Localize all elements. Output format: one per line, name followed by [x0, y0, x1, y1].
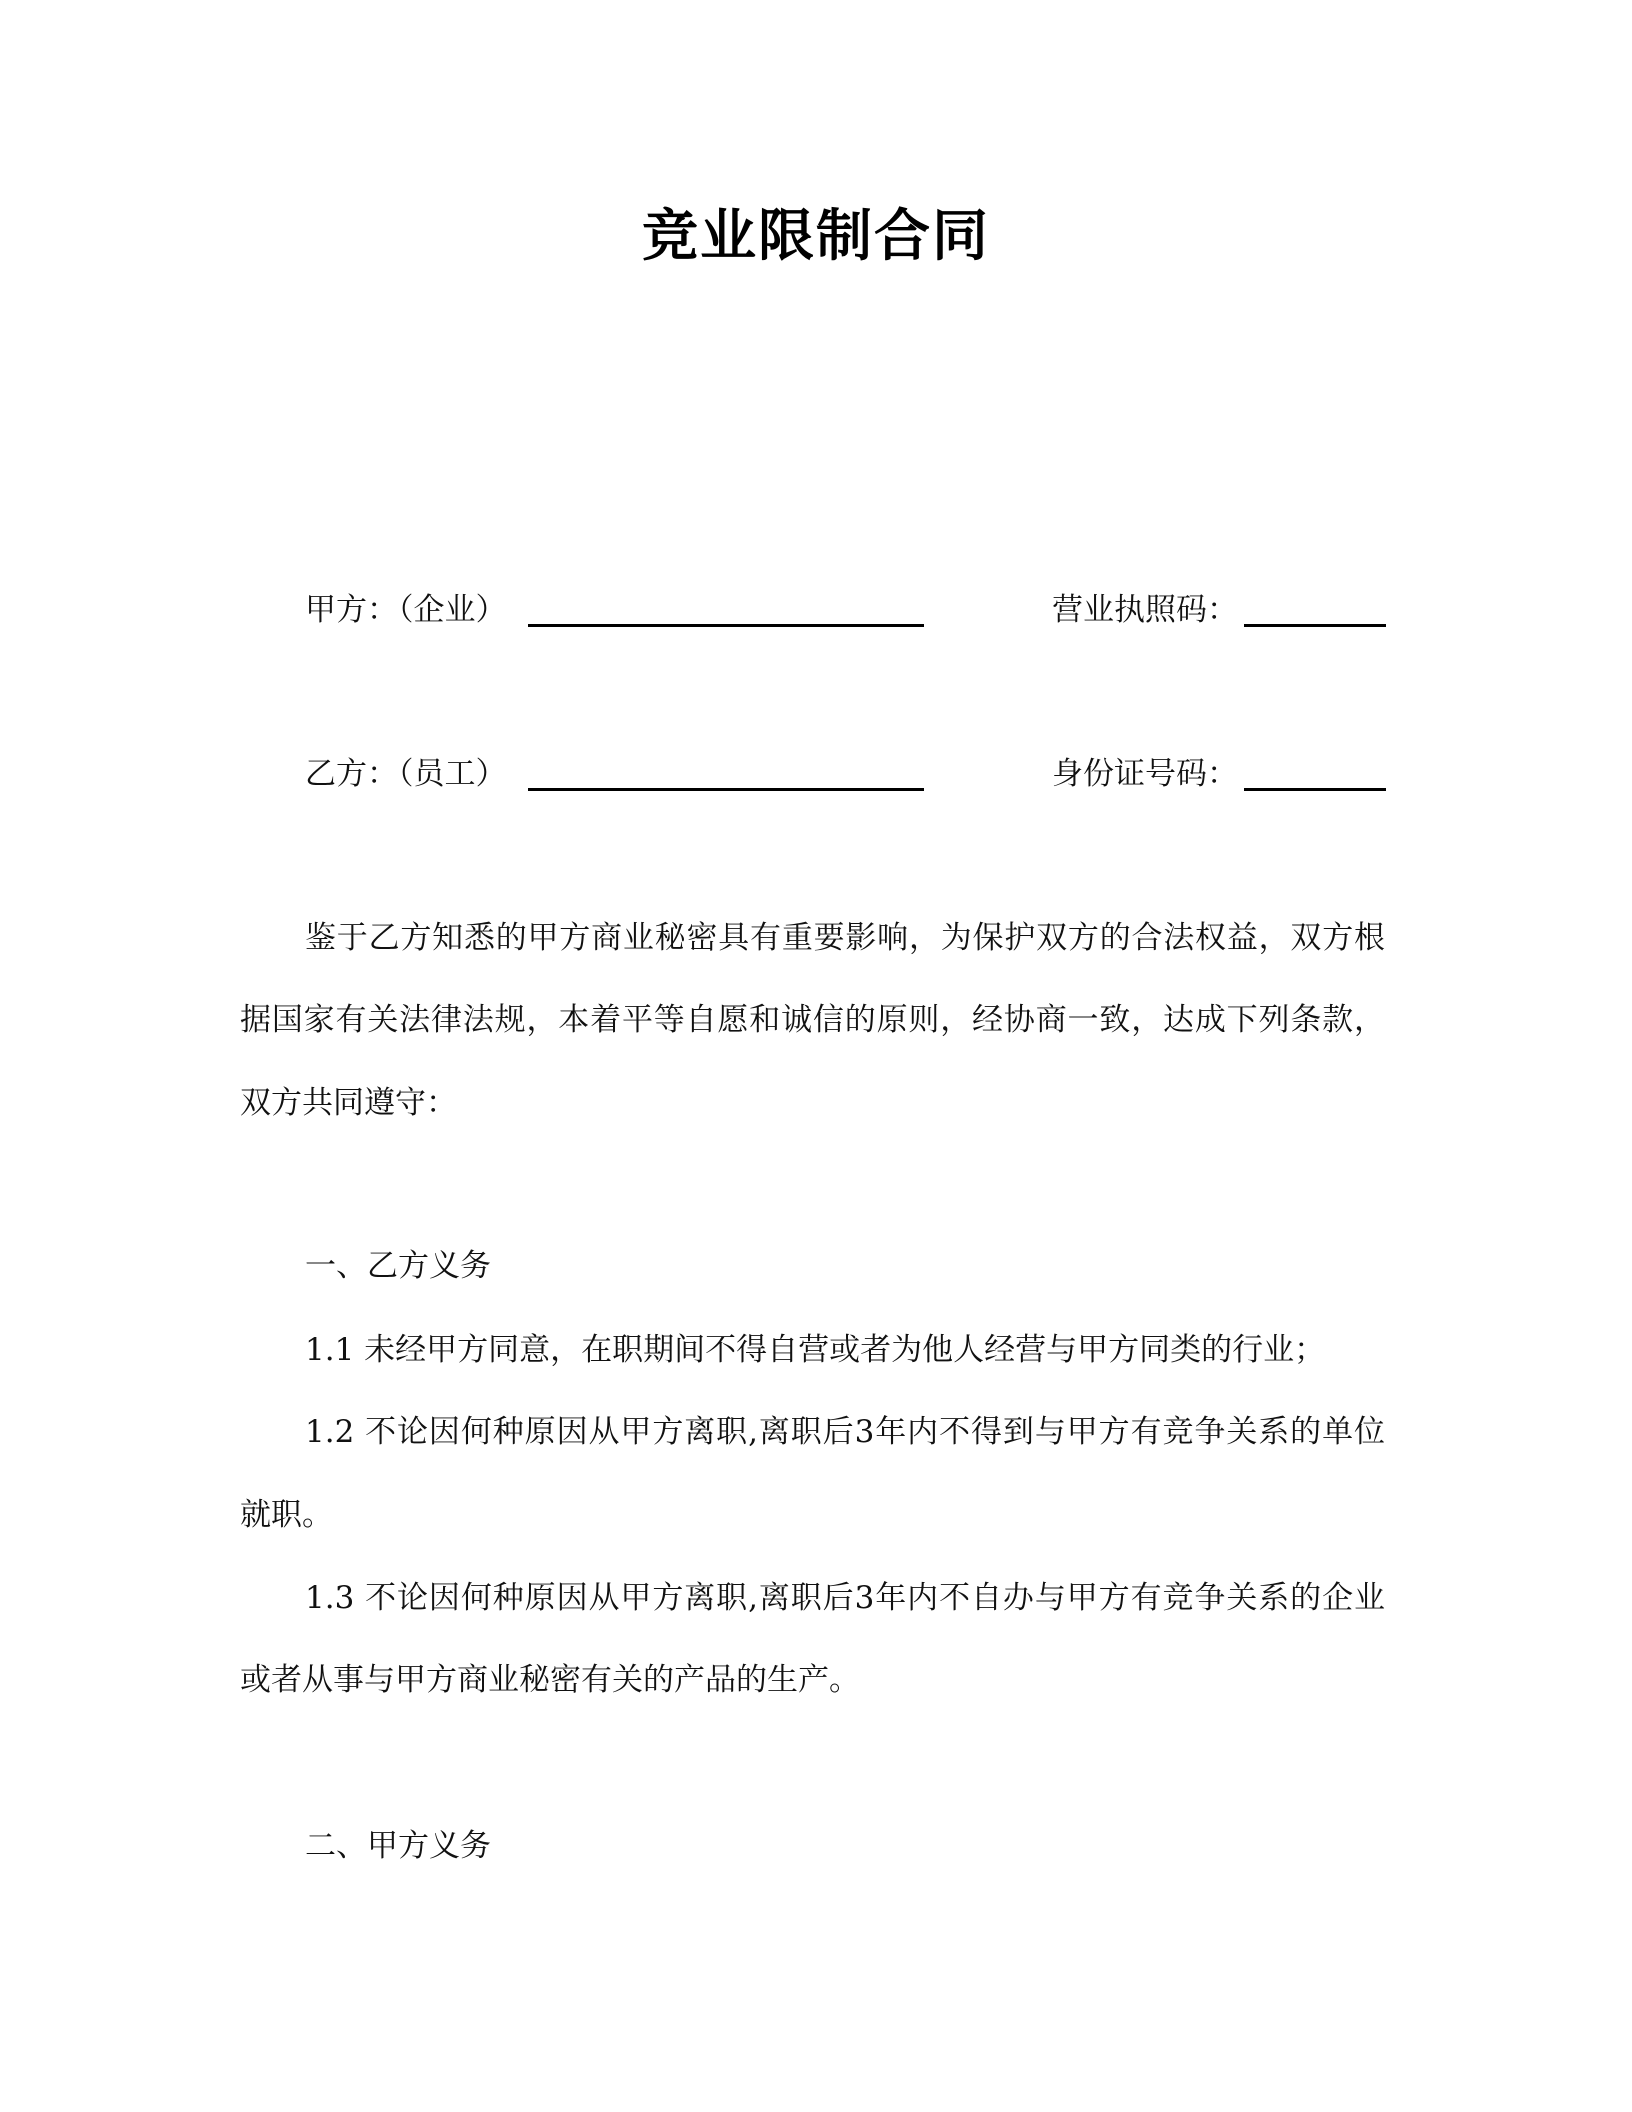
party-b-label: 乙方：（员工）: [305, 756, 507, 792]
clause-line: 就职。: [240, 1497, 333, 1533]
party-a-license-label: 营业执照码：: [1052, 592, 1238, 628]
clause-line: 或者从事与甲方商业秘密有关的产品的生产。: [240, 1662, 860, 1698]
party-b-id-label: 身份证号码：: [1052, 756, 1238, 792]
party-b-id-field[interactable]: [1244, 788, 1386, 791]
section-heading: 二、甲方义务: [305, 1828, 491, 1864]
document-title: 竞业限制合同: [642, 204, 990, 269]
preamble-line: 据国家有关法律法规，本着平等自愿和诚信的原则，经协商一致，达成下列条款，: [240, 1002, 1385, 1038]
party-b-name-field[interactable]: [528, 788, 924, 791]
preamble-line: 双方共同遵守：: [240, 1085, 457, 1121]
party-a-license-field[interactable]: [1244, 624, 1386, 627]
section-heading: 一、乙方义务: [305, 1248, 491, 1284]
clause-line: 1.1 未经甲方同意，在职期间不得自营或者为他人经营与甲方同类的行业；: [305, 1332, 1326, 1368]
preamble-line: 鉴于乙方知悉的甲方商业秘密具有重要影响，为保护双方的合法权益，双方根: [305, 920, 1385, 956]
clause-line: 1.3 不论因何种原因从甲方离职,离职后3年内不自办与甲方有竞争关系的企业: [305, 1580, 1385, 1616]
party-a-label: 甲方：（企业）: [305, 592, 507, 628]
clause-line: 1.2 不论因何种原因从甲方离职,离职后3年内不得到与甲方有竞争关系的单位: [305, 1414, 1385, 1450]
party-a-name-field[interactable]: [528, 624, 924, 627]
